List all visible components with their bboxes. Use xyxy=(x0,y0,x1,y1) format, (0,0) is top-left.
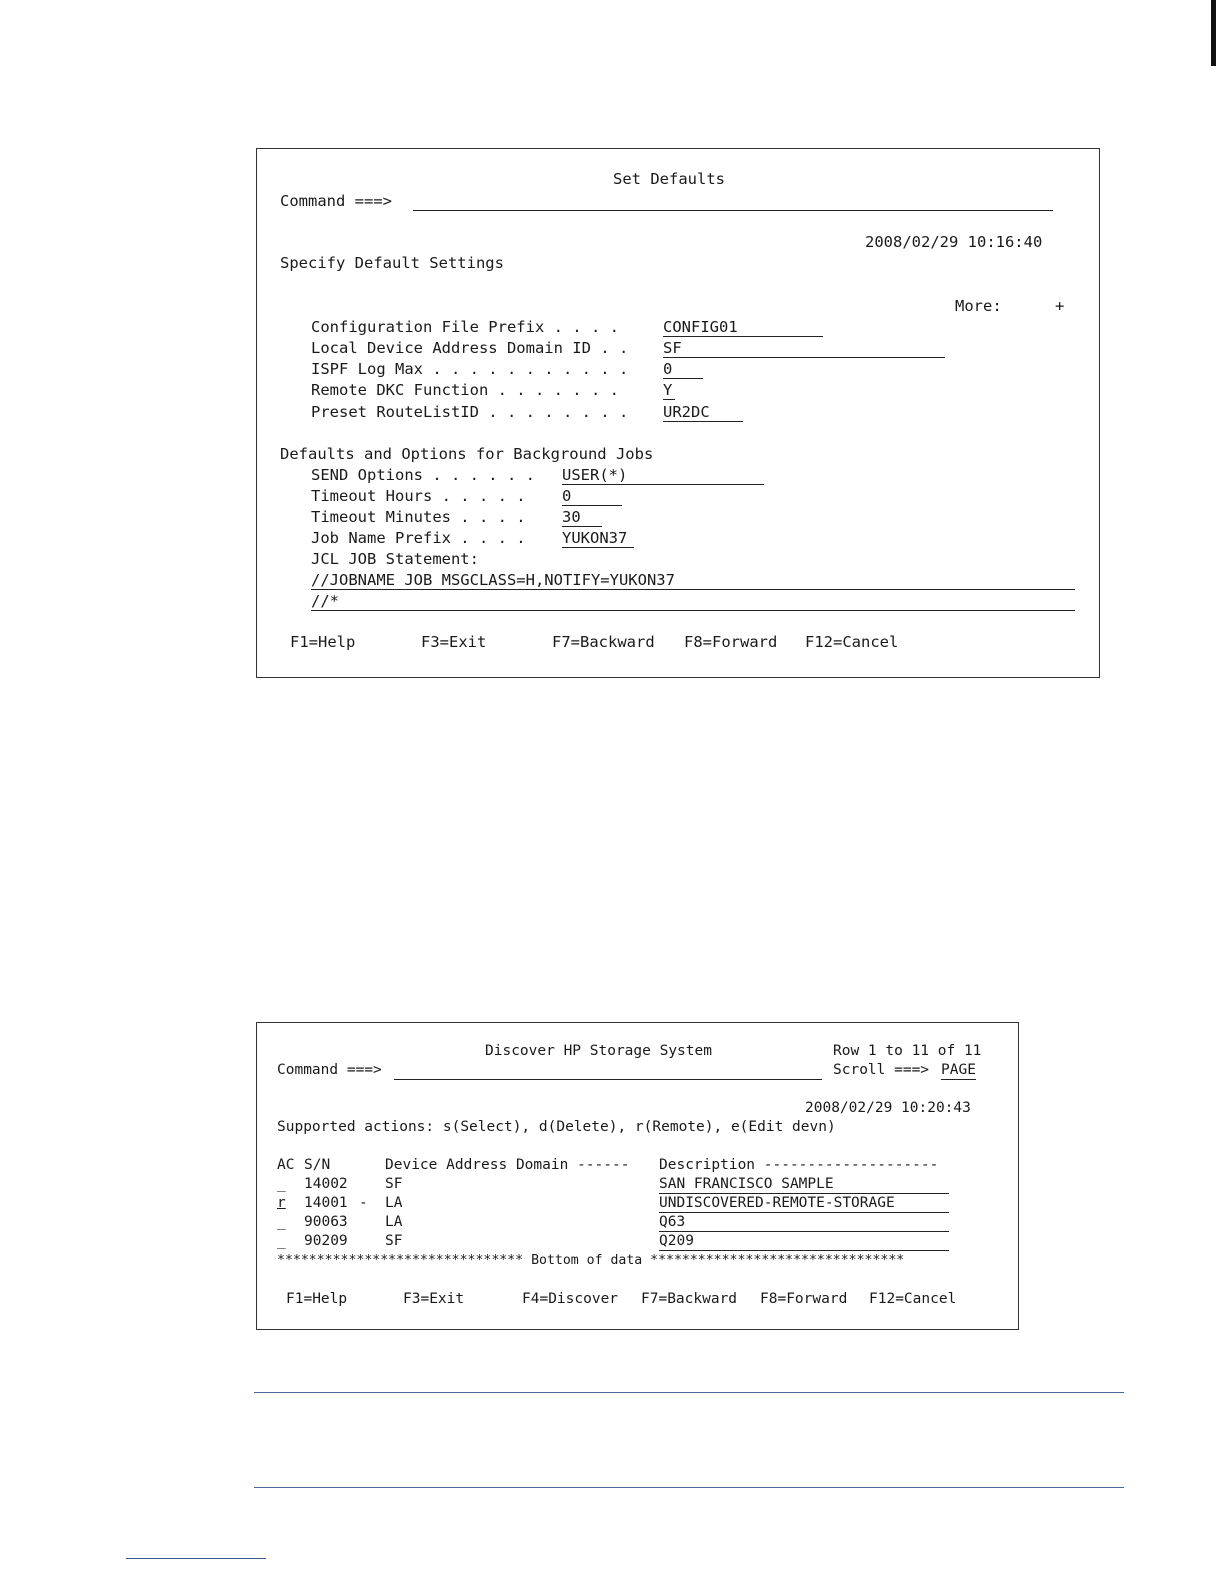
jcl-label: JCL JOB Statement: xyxy=(311,550,479,568)
f3-exit-key[interactable]: F3=Exit xyxy=(403,1291,465,1307)
command-label: Command ===> xyxy=(277,1062,382,1078)
f12-cancel-key[interactable]: F12=Cancel xyxy=(869,1291,957,1307)
jcl-line-2[interactable]: //* xyxy=(311,592,1075,611)
note-bottom-rule xyxy=(254,1487,1124,1488)
send-options-field[interactable]: USER(*) xyxy=(562,466,764,485)
command-input[interactable] xyxy=(413,192,1053,211)
command-input[interactable] xyxy=(394,1062,822,1080)
table-row-remote-flag: - xyxy=(359,1195,368,1211)
timeout-hours-field[interactable]: 0 xyxy=(562,487,622,506)
panel-title: Set Defaults xyxy=(613,170,725,188)
table-row-sn: 90209 xyxy=(304,1233,348,1249)
table-row-description[interactable]: Q63 xyxy=(659,1214,949,1232)
table-row-sn: 14001 xyxy=(304,1195,348,1211)
f8-forward-key[interactable]: F8=Forward xyxy=(760,1291,848,1307)
note-top-rule xyxy=(254,1392,1124,1393)
scroll-field[interactable]: PAGE xyxy=(941,1062,976,1078)
f12-cancel-key[interactable]: F12=Cancel xyxy=(805,633,899,651)
routelist-field[interactable]: UR2DC xyxy=(663,403,743,422)
log-max-field[interactable]: 0 xyxy=(663,360,703,379)
bottom-of-data: ******************************* Bottom of data ******************************** xyxy=(277,1253,905,1268)
f3-exit-key[interactable]: F3=Exit xyxy=(421,633,487,651)
background-jobs-heading: Defaults and Options for Background Jobs xyxy=(280,445,654,463)
f4-discover-key[interactable]: F4=Discover xyxy=(522,1291,619,1307)
table-row-ac[interactable]: r xyxy=(277,1195,286,1211)
config-prefix-label: Configuration File Prefix . . . . xyxy=(311,318,619,336)
discover-panel xyxy=(256,1022,1019,1330)
job-prefix-field[interactable]: YUKON37 xyxy=(562,529,634,548)
send-options-label: SEND Options . . . . . . xyxy=(311,466,535,484)
panel-title: Discover HP Storage System xyxy=(485,1043,712,1059)
table-row-description[interactable]: UNDISCOVERED-REMOTE-STORAGE xyxy=(659,1195,949,1213)
config-prefix-field[interactable]: CONFIG01 xyxy=(663,318,823,337)
table-row-domain: SF xyxy=(385,1176,403,1192)
more-indicator: + xyxy=(1055,297,1065,315)
table-row-domain: LA xyxy=(385,1195,403,1211)
scroll-label: Scroll ===> xyxy=(833,1062,930,1078)
f1-help-key[interactable]: F1=Help xyxy=(290,633,356,651)
f7-backward-key[interactable]: F7=Backward xyxy=(641,1291,738,1307)
supported-actions: Supported actions: s(Select), d(Delete), r(Remote), e(Edit devn) xyxy=(277,1119,836,1135)
timestamp: 2008/02/29 10:16:40 xyxy=(865,233,1043,251)
timestamp: 2008/02/29 10:20:43 xyxy=(805,1100,971,1116)
table-row-sn: 90063 xyxy=(304,1214,348,1230)
timeout-minutes-label: Timeout Minutes . . . . xyxy=(311,508,526,526)
section-heading: Specify Default Settings xyxy=(280,254,504,272)
f7-backward-key[interactable]: F7=Backward xyxy=(552,633,655,651)
table-row-domain: LA xyxy=(385,1214,403,1230)
table-row-ac[interactable]: _ xyxy=(277,1176,286,1192)
command-label: Command ===> xyxy=(280,192,392,210)
page-edge-bar xyxy=(1211,0,1216,66)
table-row-ac[interactable]: _ xyxy=(277,1233,286,1249)
job-prefix-label: Job Name Prefix . . . . xyxy=(311,529,526,547)
table-row-sn: 14002 xyxy=(304,1176,348,1192)
jcl-line-1[interactable]: //JOBNAME JOB MSGCLASS=H,NOTIFY=YUKON37 xyxy=(311,571,1075,590)
table-row-description[interactable]: SAN FRANCISCO SAMPLE xyxy=(659,1176,949,1194)
footer-rule xyxy=(126,1558,266,1559)
log-max-label: ISPF Log Max . . . . . . . . . . . xyxy=(311,360,629,378)
table-row-domain: SF xyxy=(385,1233,403,1249)
set-defaults-panel xyxy=(256,148,1100,678)
col-header-domain: Device Address Domain ------ xyxy=(385,1157,630,1173)
domain-id-field[interactable]: SF xyxy=(663,339,945,358)
timeout-hours-label: Timeout Hours . . . . . xyxy=(311,487,526,505)
row-info: Row 1 to 11 of 11 xyxy=(833,1043,982,1059)
col-header-sn: S/N xyxy=(304,1157,331,1173)
table-row-ac[interactable]: _ xyxy=(277,1214,286,1230)
domain-id-label: Local Device Address Domain ID . . xyxy=(311,339,629,357)
more-label: More: xyxy=(955,297,1002,315)
remote-dkc-field[interactable]: Y xyxy=(663,381,675,400)
f1-help-key[interactable]: F1=Help xyxy=(286,1291,348,1307)
timeout-minutes-field[interactable]: 30 xyxy=(562,508,602,527)
remote-dkc-label: Remote DKC Function . . . . . . . xyxy=(311,381,619,399)
routelist-label: Preset RouteListID . . . . . . . . xyxy=(311,403,629,421)
col-header-ac: AC xyxy=(277,1157,295,1173)
table-row-description[interactable]: Q209 xyxy=(659,1233,949,1251)
f8-forward-key[interactable]: F8=Forward xyxy=(684,633,778,651)
col-header-description: Description -------------------- xyxy=(659,1157,939,1173)
